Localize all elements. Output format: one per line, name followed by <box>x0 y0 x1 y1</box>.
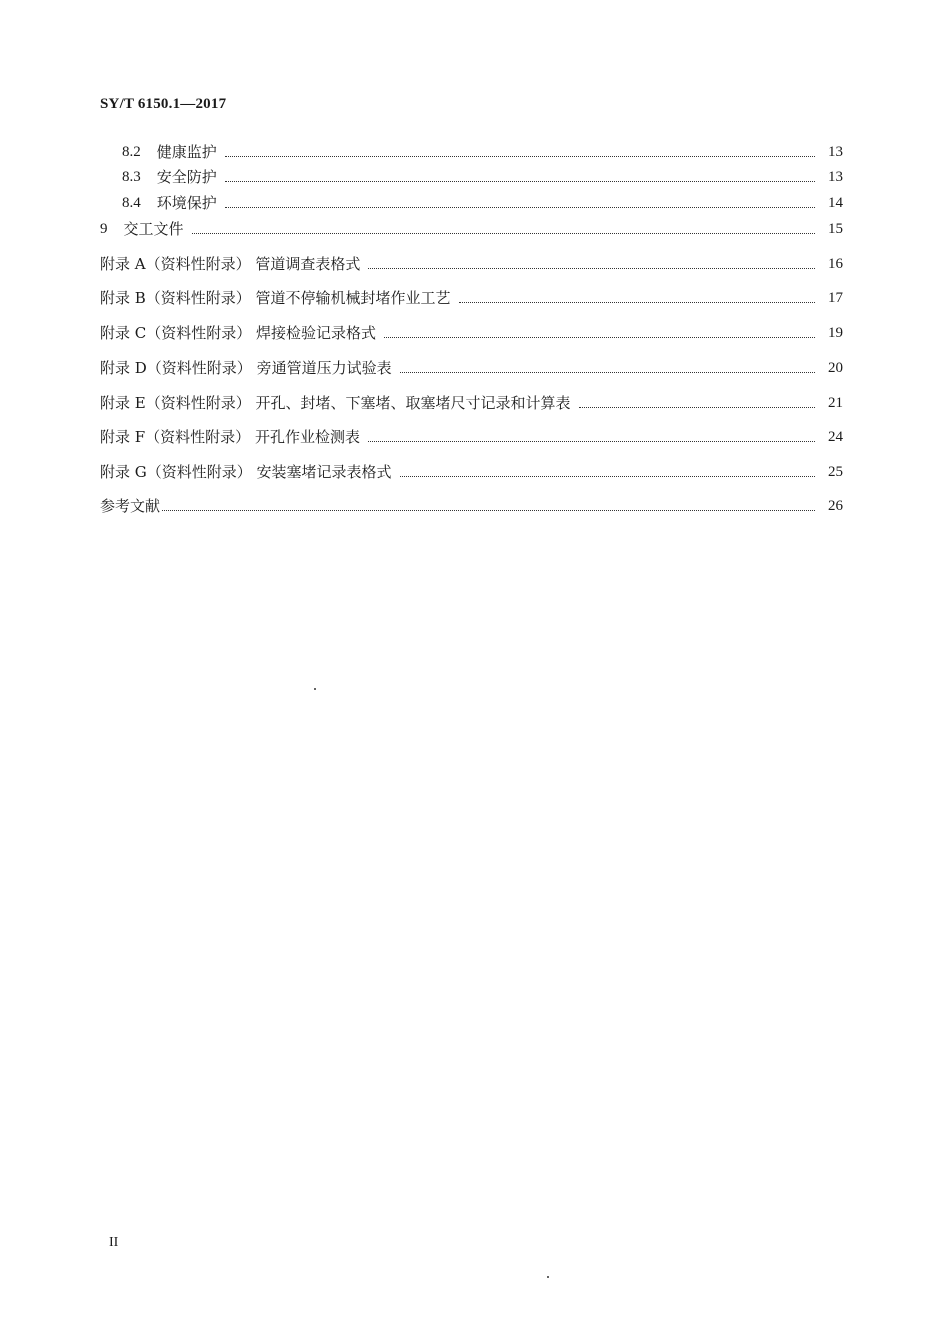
toc-entry-8-3[interactable] <box>122 166 843 188</box>
toc-entry-title: 附录 A（资料性附录） 管道调查表格式 <box>100 255 361 273</box>
toc-entry-appendix-f[interactable] <box>100 426 843 448</box>
stray-dot-mark <box>547 1276 549 1278</box>
standard-code: SY/T 6150.1—2017 <box>100 96 227 112</box>
toc-leader-dots <box>400 476 815 477</box>
toc-leader-dots <box>225 156 815 157</box>
toc-leader-dots <box>579 407 816 408</box>
toc-leader-dots <box>192 233 815 234</box>
toc-entry-9[interactable] <box>100 218 843 240</box>
toc-entry-page: 15 <box>828 221 843 237</box>
toc-entry-appendix-b[interactable] <box>100 287 843 309</box>
stray-dot-mark <box>314 688 316 690</box>
toc-entry-title: 交工文件 <box>123 220 184 238</box>
toc-entry-8-2[interactable] <box>122 141 843 163</box>
toc-leader-dots <box>400 372 815 373</box>
toc-leader-dots <box>368 268 815 269</box>
toc-entry-number: 8.3 <box>122 169 141 185</box>
toc-entry-number: 9 <box>100 221 108 237</box>
toc-entry-title: 附录 G（资料性附录） 安装塞堵记录表格式 <box>100 463 392 481</box>
toc-entry-page: 26 <box>828 498 843 514</box>
toc-entry-page: 16 <box>828 256 843 272</box>
toc-entry-page: 14 <box>828 195 843 211</box>
toc-entry-page: 13 <box>828 144 843 160</box>
toc-entry-page: 21 <box>828 395 843 411</box>
toc-entry-page: 17 <box>828 290 843 306</box>
toc-leader-dots <box>384 337 815 338</box>
toc-entry-title: 附录 D（资料性附录） 旁通管道压力试验表 <box>100 359 392 377</box>
toc-entry-appendix-a[interactable] <box>100 253 843 275</box>
toc-entry-title: 安全防护 <box>156 168 217 186</box>
toc-entry-title: 健康监护 <box>156 143 217 161</box>
toc-leader-dots <box>225 207 815 208</box>
toc-entry-title: 环境保护 <box>156 194 217 212</box>
toc-entry-appendix-g[interactable] <box>100 461 843 483</box>
toc-leader-dots <box>459 302 815 303</box>
toc-leader-dots <box>225 181 815 182</box>
toc-leader-dots <box>162 510 815 511</box>
toc-entry-page: 20 <box>828 360 843 376</box>
toc-entry-page: 13 <box>828 169 843 185</box>
toc-entry-page: 24 <box>828 429 843 445</box>
toc-entry-appendix-d[interactable] <box>100 357 843 379</box>
toc-entry-appendix-e[interactable] <box>100 392 843 414</box>
toc-entry-title: 附录 F（资料性附录） 开孔作业检测表 <box>100 428 360 446</box>
toc-entry-references[interactable] <box>100 495 843 517</box>
toc-entry-8-4[interactable] <box>122 192 843 214</box>
toc-entry-title: 附录 B（资料性附录） 管道不停输机械封堵作业工艺 <box>100 289 451 307</box>
toc-entry-page: 25 <box>828 464 843 480</box>
toc-entry-appendix-c[interactable] <box>100 322 843 344</box>
toc-entry-title: 参考文献 <box>100 497 161 515</box>
toc-entry-page: 19 <box>828 325 843 341</box>
toc-entry-title: 附录 C（资料性附录） 焊接检验记录格式 <box>100 324 377 342</box>
page-number: II <box>109 1235 119 1250</box>
toc-entry-number: 8.2 <box>122 144 141 160</box>
toc-entry-number: 8.4 <box>122 195 141 211</box>
toc-leader-dots <box>368 441 815 442</box>
toc-entry-title: 附录 E（资料性附录） 开孔、封堵、下塞堵、取塞堵尺寸记录和计算表 <box>100 394 571 412</box>
